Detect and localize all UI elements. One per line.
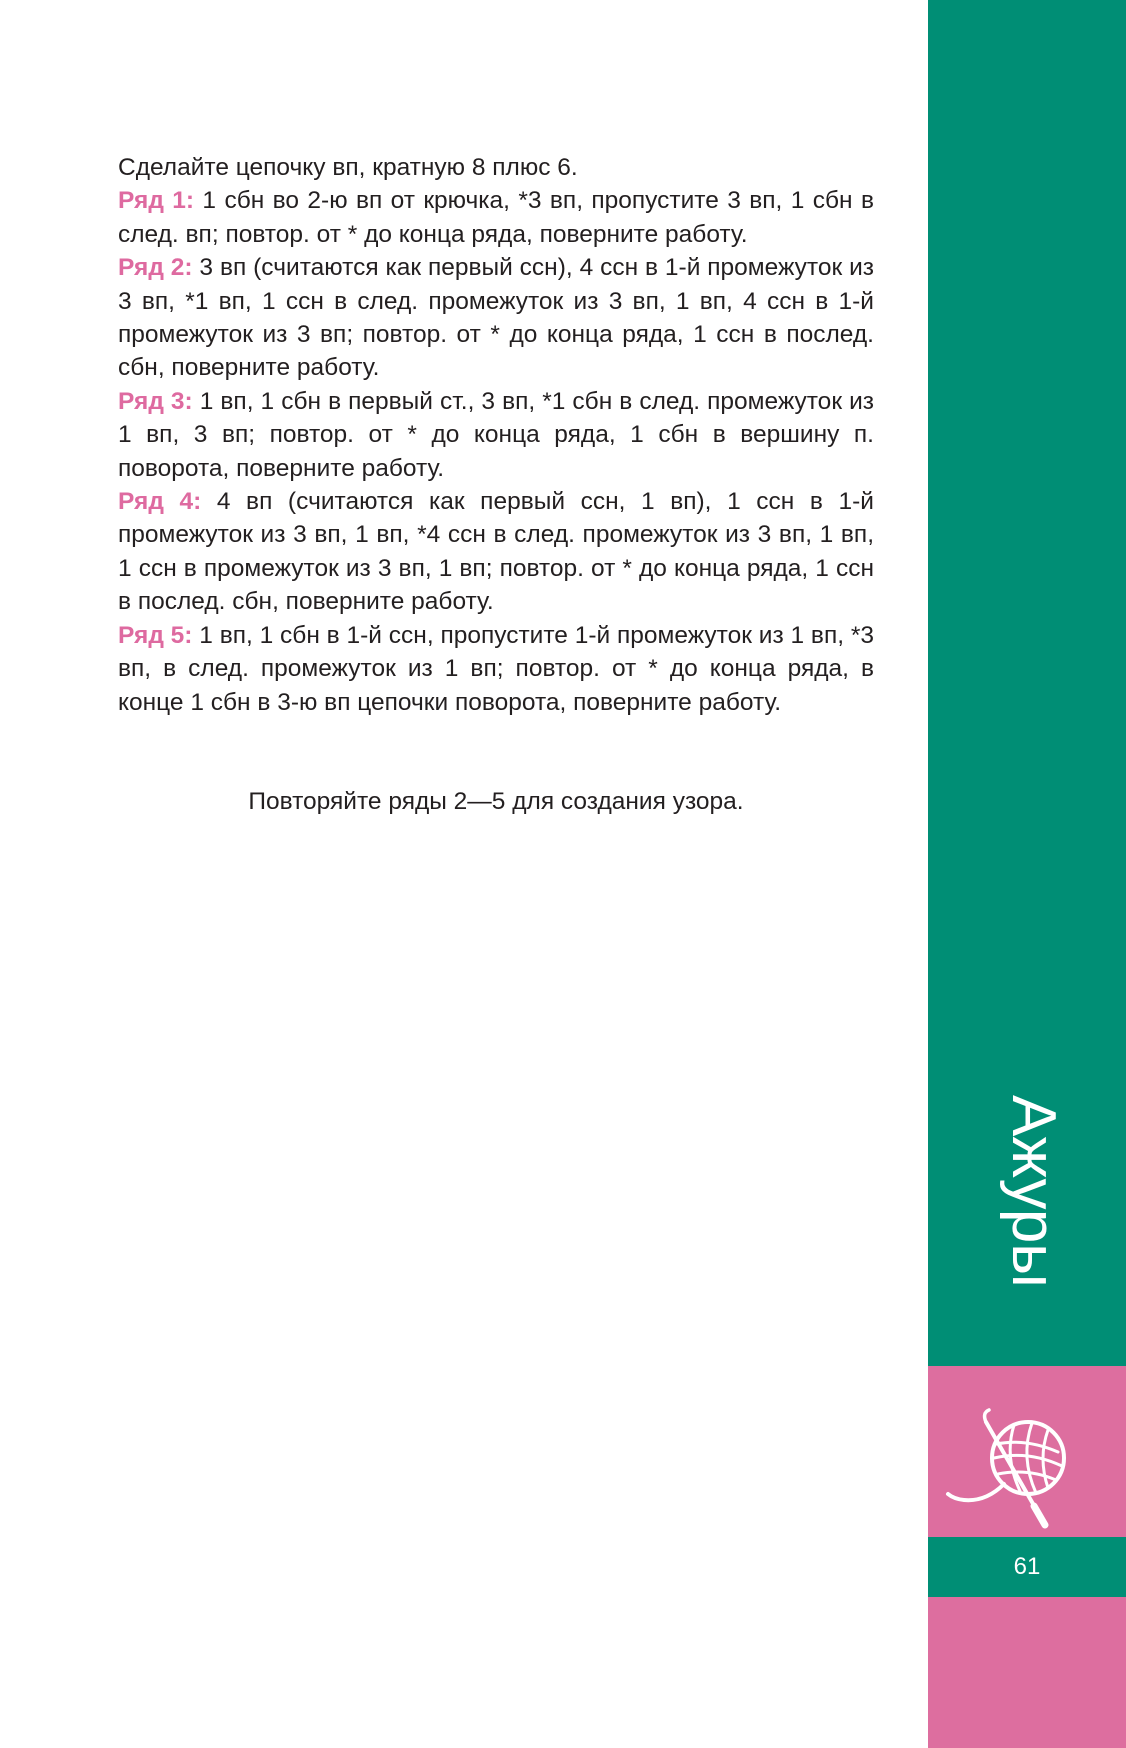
row-1-text: 1 сбн во 2-ю вп от крючка, *3 вп, пропустите 3 вп, 1 сбн в след. вп; повтор. от * до конца ряда, поверните работу. bbox=[118, 187, 874, 248]
yarn-ball-with-hook-icon bbox=[928, 1366, 1126, 1537]
intro-paragraph: Сделайте цепочку вп, кратную 8 плюс 6. bbox=[118, 154, 578, 181]
row-2-label: Ряд 2: bbox=[118, 254, 193, 282]
row-5-label: Ряд 5: bbox=[118, 621, 193, 649]
pattern-instructions bbox=[118, 151, 874, 719]
sidebar-green-band bbox=[928, 0, 1126, 1366]
repeat-note: Повторяйте ряды 2—5 для создания узора. bbox=[248, 788, 744, 815]
section-title bbox=[999, 1095, 1068, 1335]
sidebar-pink-footer bbox=[928, 1597, 1126, 1748]
row-2-text: 3 вп (считаются как первый ссн), 4 ссн в 1-й промежуток из 3 вп, *1 вп, 1 ссн в след. промежуток из 3 вп, 1 вп, 4 ссн в 1-й промежуток из 3 вп; повтор. от * до конца ряда, 1 ссн в послед. сбн, поверните работу. bbox=[118, 254, 874, 382]
row-4-text: 4 вп (считаются как первый ссн, 1 вп), 1 ссн в 1-й промежуток из 3 вп, 1 вп, *4 ссн в след. промежуток из 3 вп, 1 вп, 1 ссн в промежуток из 3 вп, 1 вп; повтор. от * до конца ряда, 1 ссн в послед. сбн, поверните работу. bbox=[118, 488, 874, 616]
row-2-paragraph bbox=[118, 251, 874, 385]
row-4-label: Ряд 4: bbox=[118, 488, 202, 516]
row-5-text: 1 вп, 1 сбн в 1-й ссн, пропустите 1-й промежуток из 1 вп, *3 вп, в след. промежуток из 1 вп; повтор. от * до конца ряда, в конце 1 сбн в 3-ю вп цепочки поворота, поверните работу. bbox=[118, 621, 874, 716]
page-number: 61 bbox=[1013, 1553, 1041, 1580]
row-3-paragraph bbox=[118, 385, 874, 485]
row-3-label: Ряд 3: bbox=[118, 387, 193, 415]
row-3-text: 1 вп, 1 сбн в первый ст., 3 вп, *1 сбн в след. промежуток из 1 вп, 3 вп; повтор. от * до конца ряда, 1 сбн в вершину п. поворота, поверните работу. bbox=[118, 387, 874, 482]
row-5-paragraph bbox=[118, 619, 874, 719]
page-number-band bbox=[928, 1537, 1126, 1597]
row-1-paragraph bbox=[118, 184, 874, 251]
section-title-text: Ажуры bbox=[999, 1095, 1068, 1288]
sidebar-icon-band bbox=[928, 1366, 1126, 1537]
row-4-paragraph bbox=[118, 485, 874, 619]
row-1-label: Ряд 1: bbox=[118, 187, 195, 215]
section-sidebar bbox=[928, 0, 1126, 1748]
